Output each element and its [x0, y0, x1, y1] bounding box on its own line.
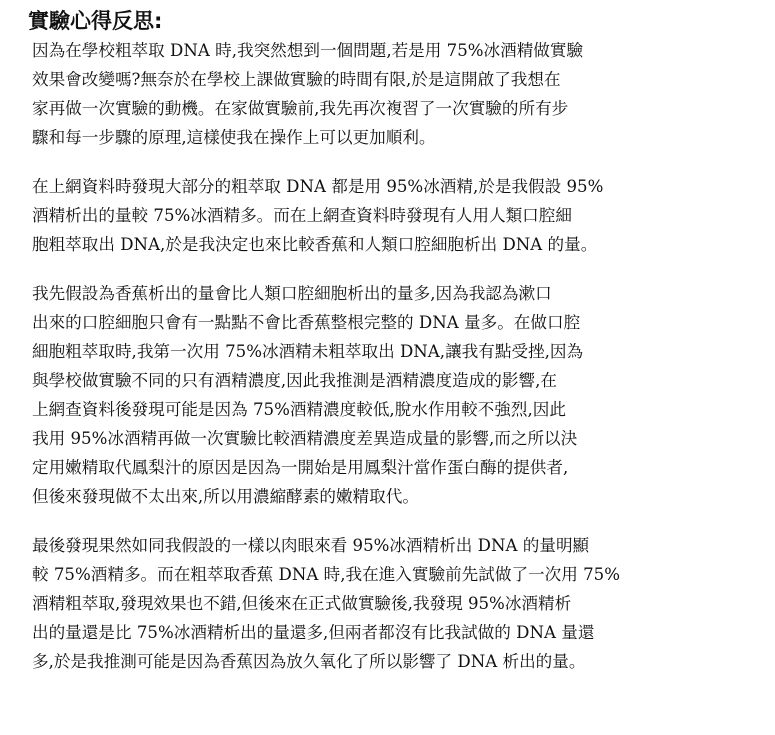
text-line: 但後來發現做不太出來,所以用濃縮酵素的嫩精取代。: [32, 487, 419, 506]
section-heading: 實驗心得反思:: [28, 9, 163, 33]
text-line: 多,於是我推測可能是因為香蕉因為放久氧化了所以影響了 DNA 析出的量。: [32, 652, 586, 671]
paragraph-2: [32, 172, 759, 259]
text-line: 出來的口腔細胞只會有一點點不會比香蕉整根完整的 DNA 量多。在做口腔: [32, 313, 581, 332]
text-line: 驟和每一步驟的原理,這樣使我在操作上可以更加順利。: [32, 128, 436, 147]
text-line: 較 75%酒精多。而在粗萃取香蕉 DNA 時,我在進入實驗前先試做了一次用 75%: [32, 565, 620, 584]
text-line: 家再做一次實驗的動機。在家做實驗前,我先再次複習了一次實驗的所有步: [32, 99, 569, 118]
text-line: 上網查資料後發現可能是因為 75%酒精濃度較低,脫水作用較不強烈,因此: [32, 400, 566, 419]
text-line: 定用嫩精取代鳳梨汁的原因是因為一開始是用鳳梨汁當作蛋白酶的提供者,: [32, 458, 569, 477]
text-line: 效果會改變嗎?無奈於在學校上課做實驗的時間有限,於是這開啟了我想在: [32, 70, 561, 89]
text-line: 酒精粗萃取,發現效果也不錯,但後來在正式做實驗後,我發現 95%冰酒精析: [32, 594, 572, 613]
text-line: 我用 95%冰酒精再做一次實驗比較酒精濃度差異造成量的影響,而之所以決: [32, 429, 578, 448]
text-line: 在上網資料時發現大部分的粗萃取 DNA 都是用 95%冰酒精,於是我假設 95%: [32, 177, 604, 196]
paragraph-4: [32, 531, 759, 676]
paragraph-gap: [32, 259, 759, 279]
text-line: 與學校做實驗不同的只有酒精濃度,因此我推測是酒精濃度造成的影響,在: [32, 371, 557, 390]
paragraph-1: [32, 36, 759, 152]
text-line: 胞粗萃取出 DNA,於是我決定也來比較香蕉和人類口腔細胞析出 DNA 的量。: [32, 235, 598, 254]
text-line: 細胞粗萃取時,我第一次用 75%冰酒精未粗萃取出 DNA,讓我有點受挫,因為: [32, 342, 584, 361]
text-line: 酒精析出的量較 75%冰酒精多。而在上網查資料時發現有人用人類口腔細: [32, 206, 572, 225]
text-line: 最後發現果然如同我假設的一樣以肉眼來看 95%冰酒精析出 DNA 的量明顯: [32, 536, 590, 555]
text-line: 我先假設為香蕉析出的量會比人類口腔細胞析出的量多,因為我認為漱口: [32, 284, 552, 303]
text-line: 因為在學校粗萃取 DNA 時,我突然想到一個問題,若是用 75%冰酒精做實驗: [32, 41, 584, 60]
paragraph-gap: [32, 152, 759, 172]
text-line: 出的量還是比 75%冰酒精析出的量還多,但兩者都沒有比我試做的 DNA 量還: [32, 623, 595, 642]
paragraph-gap: [32, 511, 759, 531]
paragraph-3: [32, 279, 759, 511]
